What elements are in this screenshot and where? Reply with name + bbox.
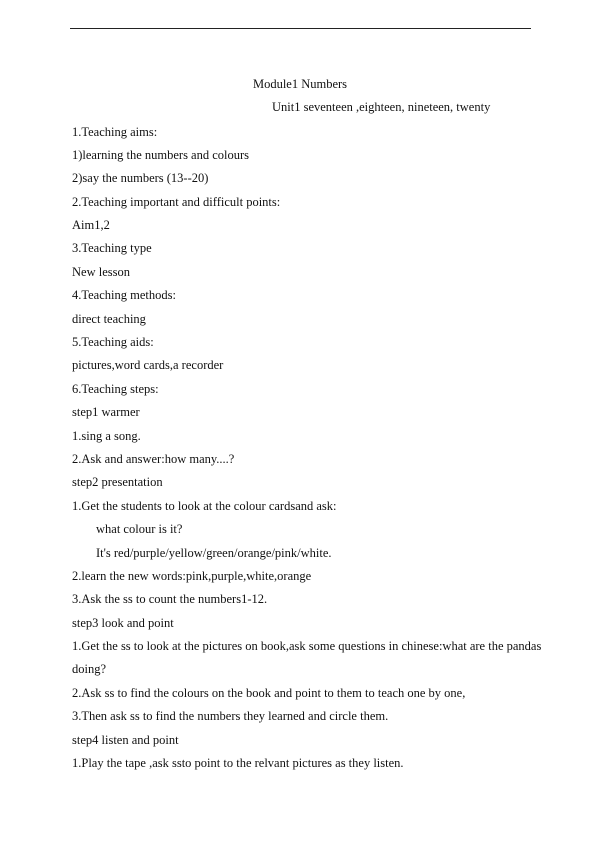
text-line: 1.Get the ss to look at the pictures on book,ask some questions in chinese:what are the pandas xyxy=(72,639,542,654)
text-line: 3.Ask the ss to count the numbers1-12. xyxy=(72,592,268,607)
step-heading: step1 warmer xyxy=(72,405,140,420)
section-heading-steps: 6.Teaching steps: xyxy=(72,381,159,396)
document-title: Module1 Numbers xyxy=(252,77,348,91)
text-line: 1.sing a song. xyxy=(72,428,141,443)
step-heading: step4 listen and point xyxy=(72,732,179,747)
section-heading-methods: 4.Teaching methods: xyxy=(72,288,176,303)
indented-line: what colour is it? xyxy=(96,522,183,537)
text-line: 1.Get the students to look at the colour cardsand ask: xyxy=(72,498,337,513)
header-rule xyxy=(70,28,531,29)
section-heading-type: 3.Teaching type xyxy=(72,241,152,256)
text-line: 2.Ask and answer:how many....? xyxy=(72,451,235,466)
text-line: 2)say the numbers (13--20) xyxy=(72,171,209,186)
text-line: 2.Ask ss to find the colours on the book and point to them to teach one by one, xyxy=(72,685,466,700)
text-line: pictures,word cards,a recorder xyxy=(72,358,224,373)
text-line: New lesson xyxy=(72,264,130,279)
step-heading: step2 presentation xyxy=(72,475,163,490)
document-body xyxy=(72,124,542,779)
section-heading-aids: 5.Teaching aids: xyxy=(72,335,154,350)
text-line: 1.Play the tape ,ask ssto point to the relvant pictures as they listen. xyxy=(72,756,404,771)
section-heading-points: 2.Teaching important and difficult points: xyxy=(72,194,281,209)
text-line: Aim1,2 xyxy=(72,218,110,233)
text-line: 1)learning the numbers and colours xyxy=(72,147,250,162)
text-line: doing? xyxy=(72,662,107,677)
document-subtitle: Unit1 seventeen ,eighteen, nineteen, twenty xyxy=(272,100,491,114)
text-line: direct teaching xyxy=(72,311,146,326)
section-heading-aims: 1.Teaching aims: xyxy=(72,124,158,139)
text-line: 3.Then ask ss to find the numbers they learned and circle them. xyxy=(72,709,389,724)
indented-line: It's red/purple/yellow/green/orange/pink/white. xyxy=(96,545,332,560)
step-heading: step3 look and point xyxy=(72,615,174,630)
text-line: 2.learn the new words:pink,purple,white,orange xyxy=(72,568,312,583)
